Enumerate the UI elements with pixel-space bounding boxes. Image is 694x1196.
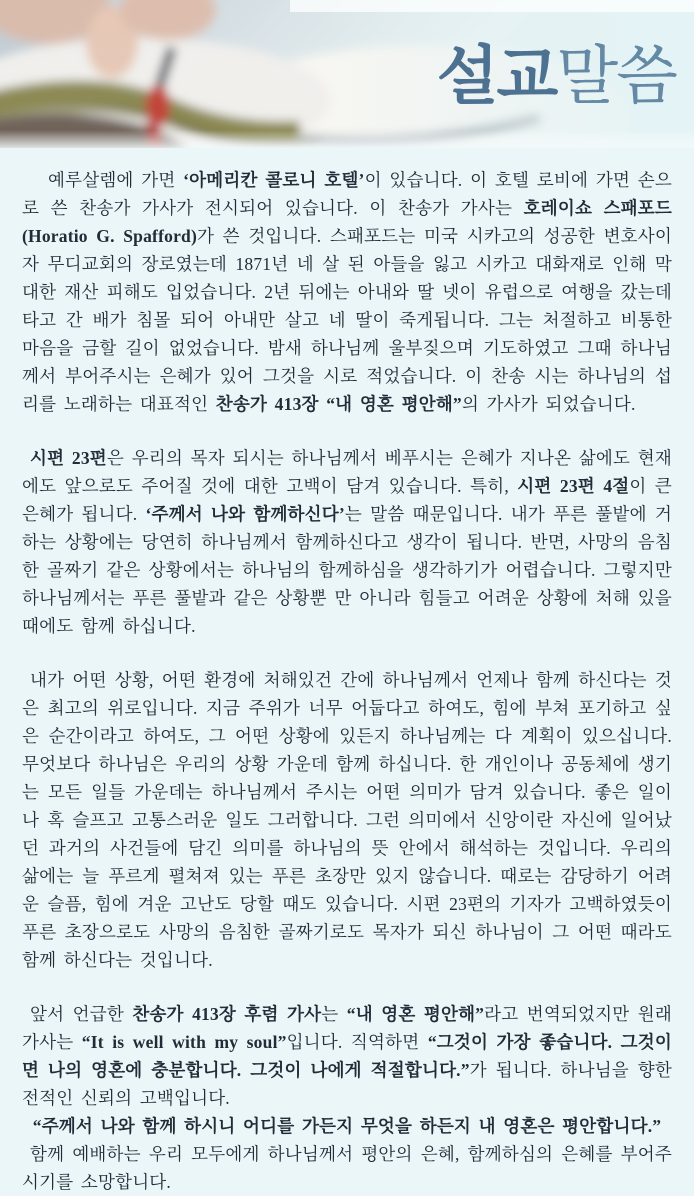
body-text: 앞서 언급한 [30,1004,133,1024]
emphasis-text: ‘아메리칸 콜로니 호텔’ [183,170,365,190]
emphasis-text: 찬송가 413장 “내 영혼 평안해” [215,394,462,414]
body-text: 는 말씀 때문입니다. 내가 푸른 풀밭에 거하는 상황에는 당연히 하나님께서 함께하신다고 생각이 됩니다. 반면, 사망의 음침한 골짜기 같은 상황에서는 하나님의 함께하심을 생각하기가 어렵습니다. 그렇지만 하나님께서는 푸른 풀밭과 같은 상황뿐 만 아니라 힘들고 어려운 상황에 처해 있을 때에도 함께 하십니다. [22,504,672,636]
body-text: 이 있습니다. 이 호텔 로비에 가면 손으로 쓴 찬송가 가사가 전시되어 있습니다. 이 찬송가 가사는 [22,170,672,218]
emphasis-text: “내 영혼 평안해” [346,1004,485,1024]
emphasis-text: “It is well with my soul” [81,1032,287,1052]
body-text: 가 쓴 것입니다. 스패포드는 미국 시카고의 성공한 변호사이자 무디교회의 장로였는데 1871년 네 살 된 아들을 잃고 시카고 대화재로 인해 막대한 재산 피해도 입었습니다. 2년 뒤에는 아내와 딸 넷이 유럽으로 여행을 갔는데 타고 간 배가 침몰 되어 아내만 살고 네 딸이 죽게됩니다. 그는 처절하고 비통한 마음을 금할 길이 없었습니다. 밤새 하나님께 울부짖으며 기도하였고 그때 하나님께서 부어주시는 은혜가 있어 그것을 시로 적었습니다. 이 찬송 시는 하나님의 섭리를 노래하는 대표적인 [22,226,672,414]
body-text: 의 가사가 되었습니다. [461,394,636,414]
emphasis-text: “그것이 가장 좋습니다. 그것이면 나의 영혼에 충분합니다. 그것이 나에게 적절합니다.” [22,1032,673,1080]
body-text: 입니다. 직역하면 [286,1032,428,1052]
sermon-article [0,148,694,1196]
emphasis-text: 시편 23편 4절 [517,476,630,496]
body-text: 내가 어떤 상황, 어떤 환경에 처해있건 간에 하나님께서 언제나 함께 하신다는 것은 최고의 위로입니다. 지금 주위가 너무 어둡다고 하여도, 힘에 부쳐 포기하고 싶은 순간이라고 하여도, 그 어떤 상황에 있든지 하나님께는 다 계획이 있으십니다. 무엇보다 하나님은 우리의 상황 가운데 함께 하십니다. 한 개인이나 공동체에 생기는 모든 일들 가운데는 하나님께서 주시는 어떤 의미가 담겨 있습니다. 좋은 일이나 혹 슬프고 고통스러운 일도 그러합니다. 그런 의미에서 신앙이란 자신에 일어났던 과거의 사건들에 담긴 의미를 하나님의 뜻 안에서 해석하는 것입니다. 우리의 삶에는 늘 푸르게 펼쳐져 있는 푸른 초장만 있지 않습니다. 때로는 감당하기 어려운 슬픔, 힘에 겨운 고난도 당할 때도 있습니다. 시편 23편의 기자가 고백하였듯이 푸른 초장으로도 사망의 음침한 골짜기로도 목자가 되신 하나님이 그 어떤 때라도 함께 하신다는 것입니다. [22,670,672,970]
paragraph [22,1140,672,1196]
body-text: 는 [321,1004,347,1024]
emphasis-text: “주께서 나와 함께 하시니 어디를 가든지 무엇을 하든지 내 영혼은 평안합니다.” [32,1116,662,1136]
page-title [436,40,676,112]
paragraph [22,444,672,640]
body-text: 가 됩니다. 하나님을 향한 전적인 신뢰의 고백입니다. [22,1060,672,1108]
paragraph [22,1112,672,1140]
body-text: 라고 번역되었지만 원래 가사는 [22,1004,672,1052]
body-text: 예루살렘에 가면 [48,170,184,190]
emphasis-text: 찬송가 413장 후렴 가사 [132,1004,322,1024]
body-text: 함께 예배하는 우리 모두에게 하나님께서 평안의 은혜, 함께하심의 은혜를 부어주시기를 소망합니다. [22,1144,672,1192]
header-banner [0,0,694,148]
page-title-light: 말씀 [556,40,676,112]
paragraph [22,166,672,418]
body-text: 은 우리의 목자 되시는 하나님께서 베푸시는 은혜가 지나온 삶에도 현재에도 앞으로도 주어질 것에 대한 고백이 담겨 있습니다. 특히, [22,448,672,496]
emphasis-text: 시편 23편 [30,448,107,468]
paragraph [22,666,672,974]
emphasis-text: ‘주께서 나와 함께하신다’ [145,504,345,524]
emphasis-text: 호레이쇼 스패포드(Horatio G. Spafford) [22,198,672,246]
paragraph [22,1000,672,1112]
page-title-bold: 설교 [436,40,557,112]
body-text: 이 큰 은혜가 됩니다. [22,476,672,524]
